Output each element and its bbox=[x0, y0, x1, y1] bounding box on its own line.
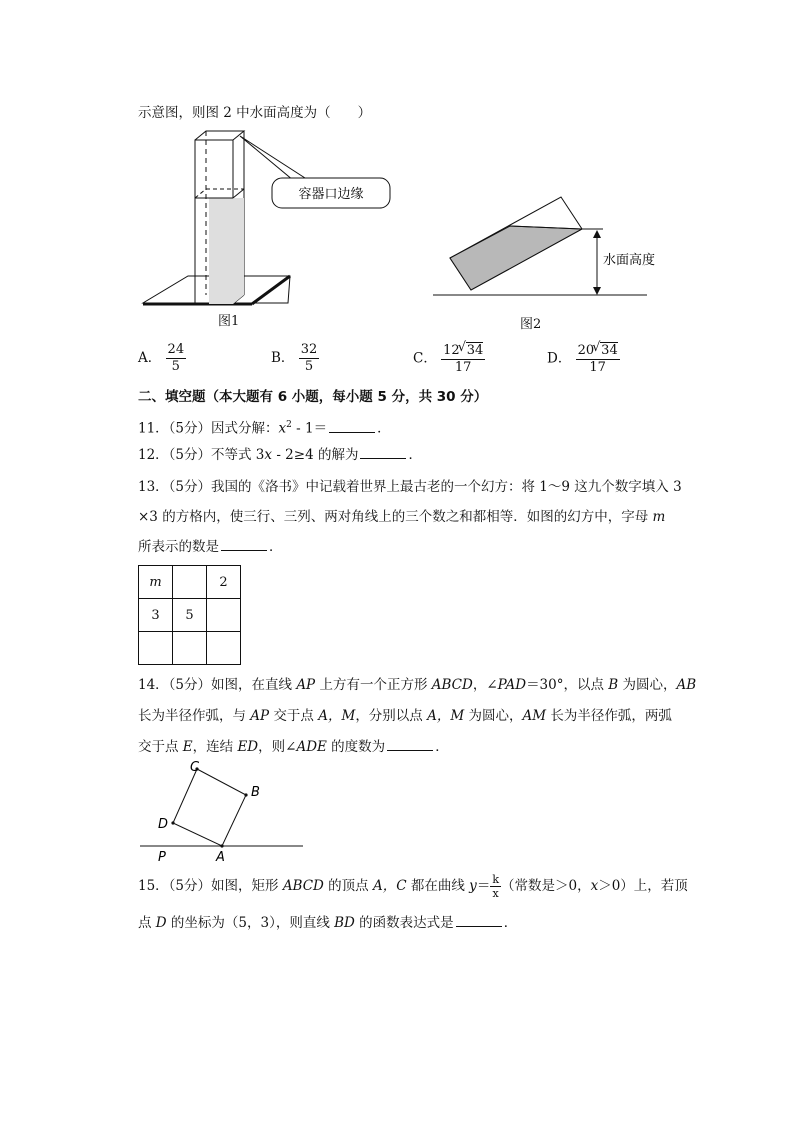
figure1-base-edge-side bbox=[252, 276, 290, 304]
magic-cell: m bbox=[139, 566, 173, 599]
square-abcd bbox=[173, 769, 246, 846]
figure2-caption: 图2 bbox=[520, 317, 542, 332]
q14-answer-blank[interactable] bbox=[387, 738, 433, 751]
figure1-caption: 图1 bbox=[218, 314, 240, 329]
magic-cell bbox=[207, 599, 241, 632]
figure-2 bbox=[425, 185, 685, 305]
magic-cell: 2 bbox=[207, 566, 241, 599]
intro-line: 示意图，则图 2 中水面高度为（ ） bbox=[138, 105, 372, 121]
magic-cell bbox=[173, 566, 207, 599]
option-b-fraction: $\frac{32}{5}$ bbox=[300, 342, 318, 374]
question-11: 11．（5分）因式分解：$x^2 - 1=$ ． bbox=[138, 420, 391, 437]
q13-answer-blank[interactable] bbox=[221, 538, 267, 551]
figure1-callout-label: 容器口边缘 bbox=[298, 187, 364, 202]
magic-cell: 5 bbox=[173, 599, 207, 632]
option-d[interactable]: D． $\frac{20√ 34}{17}$ bbox=[547, 342, 620, 376]
q11-answer-blank[interactable] bbox=[329, 420, 375, 433]
magic-cell bbox=[173, 632, 207, 665]
question-13-line3: 所表示的数是 ． bbox=[138, 539, 283, 555]
figure1-water bbox=[209, 198, 244, 304]
magic-cell bbox=[139, 632, 173, 665]
question-15-line1: 15．（5分）如图，矩形 ABCD 的顶点 A，C 都在曲线 y＝ $\frac{k}{x}$ （常数是＞0，x＞0）上，若顶 bbox=[138, 873, 688, 900]
q12-answer-blank[interactable] bbox=[360, 446, 406, 459]
figure2-height-label: 水面高度 bbox=[603, 253, 656, 268]
option-c-fraction: $\frac{12√ 34}{17}$ bbox=[441, 342, 485, 376]
label-b: B bbox=[251, 785, 260, 800]
question-12: 12．（5分）不等式 3x - 2≥4 的解为 ． bbox=[138, 447, 422, 463]
question-15-line2: 点 D 的坐标为（5，3），则直线 BD 的函数表达式是 ． bbox=[138, 915, 518, 931]
section-title: 二、填空题（本大题有 6 小题，每小题 5 分，共 30 分） bbox=[138, 389, 488, 405]
label-a: A bbox=[216, 850, 225, 865]
figure-1 bbox=[140, 128, 400, 328]
label-d: D bbox=[158, 817, 169, 832]
option-a-fraction: $\frac{24}{5}$ bbox=[167, 342, 185, 374]
option-b[interactable]: B． $\frac{32}{5}$ bbox=[271, 342, 318, 374]
figure1-container-top bbox=[195, 131, 244, 140]
figure1-water-line-side bbox=[233, 189, 244, 198]
magic-cell: 3 bbox=[139, 599, 173, 632]
option-c[interactable]: C． $\frac{12√ 34}{17}$ bbox=[413, 342, 485, 376]
figure-square-abcd bbox=[140, 758, 310, 866]
magic-square-grid bbox=[138, 565, 241, 665]
question-13-line1: 13．（5分）我国的《洛书》中记载着世界上最古老的一个幻方：将 1～9 这九个数字填入 3 bbox=[138, 479, 682, 495]
q15-fraction: $\frac{k}{x}$ bbox=[492, 873, 499, 900]
option-a[interactable]: A． $\frac{24}{5}$ bbox=[138, 342, 185, 374]
option-d-fraction: $\frac{20√ 34}{17}$ bbox=[576, 342, 620, 376]
label-p: P bbox=[158, 850, 166, 865]
question-13-line2: ×3 的方格内，使三行、三列、两对角线上的三个数之和都相等．如图的幻方中，字母 m bbox=[138, 509, 666, 525]
magic-cell bbox=[207, 632, 241, 665]
q15-answer-blank[interactable] bbox=[456, 914, 502, 927]
label-c: C bbox=[190, 760, 200, 775]
question-14-line2: 长为半径作弧，与 AP 交于点 A，M，分别以点 A，M 为圆心，AM 长为半径作弧，两弧 bbox=[138, 708, 672, 724]
question-14-line1: 14．（5分）如图，在直线 AP 上方有一个正方形 ABCD，∠PAD＝30°，以点 B 为圆心，AB bbox=[138, 677, 697, 693]
figure2-water bbox=[450, 226, 582, 290]
question-14-line3: 交于点 E，连结 ED，则∠ADE 的度数为 ． bbox=[138, 739, 449, 755]
